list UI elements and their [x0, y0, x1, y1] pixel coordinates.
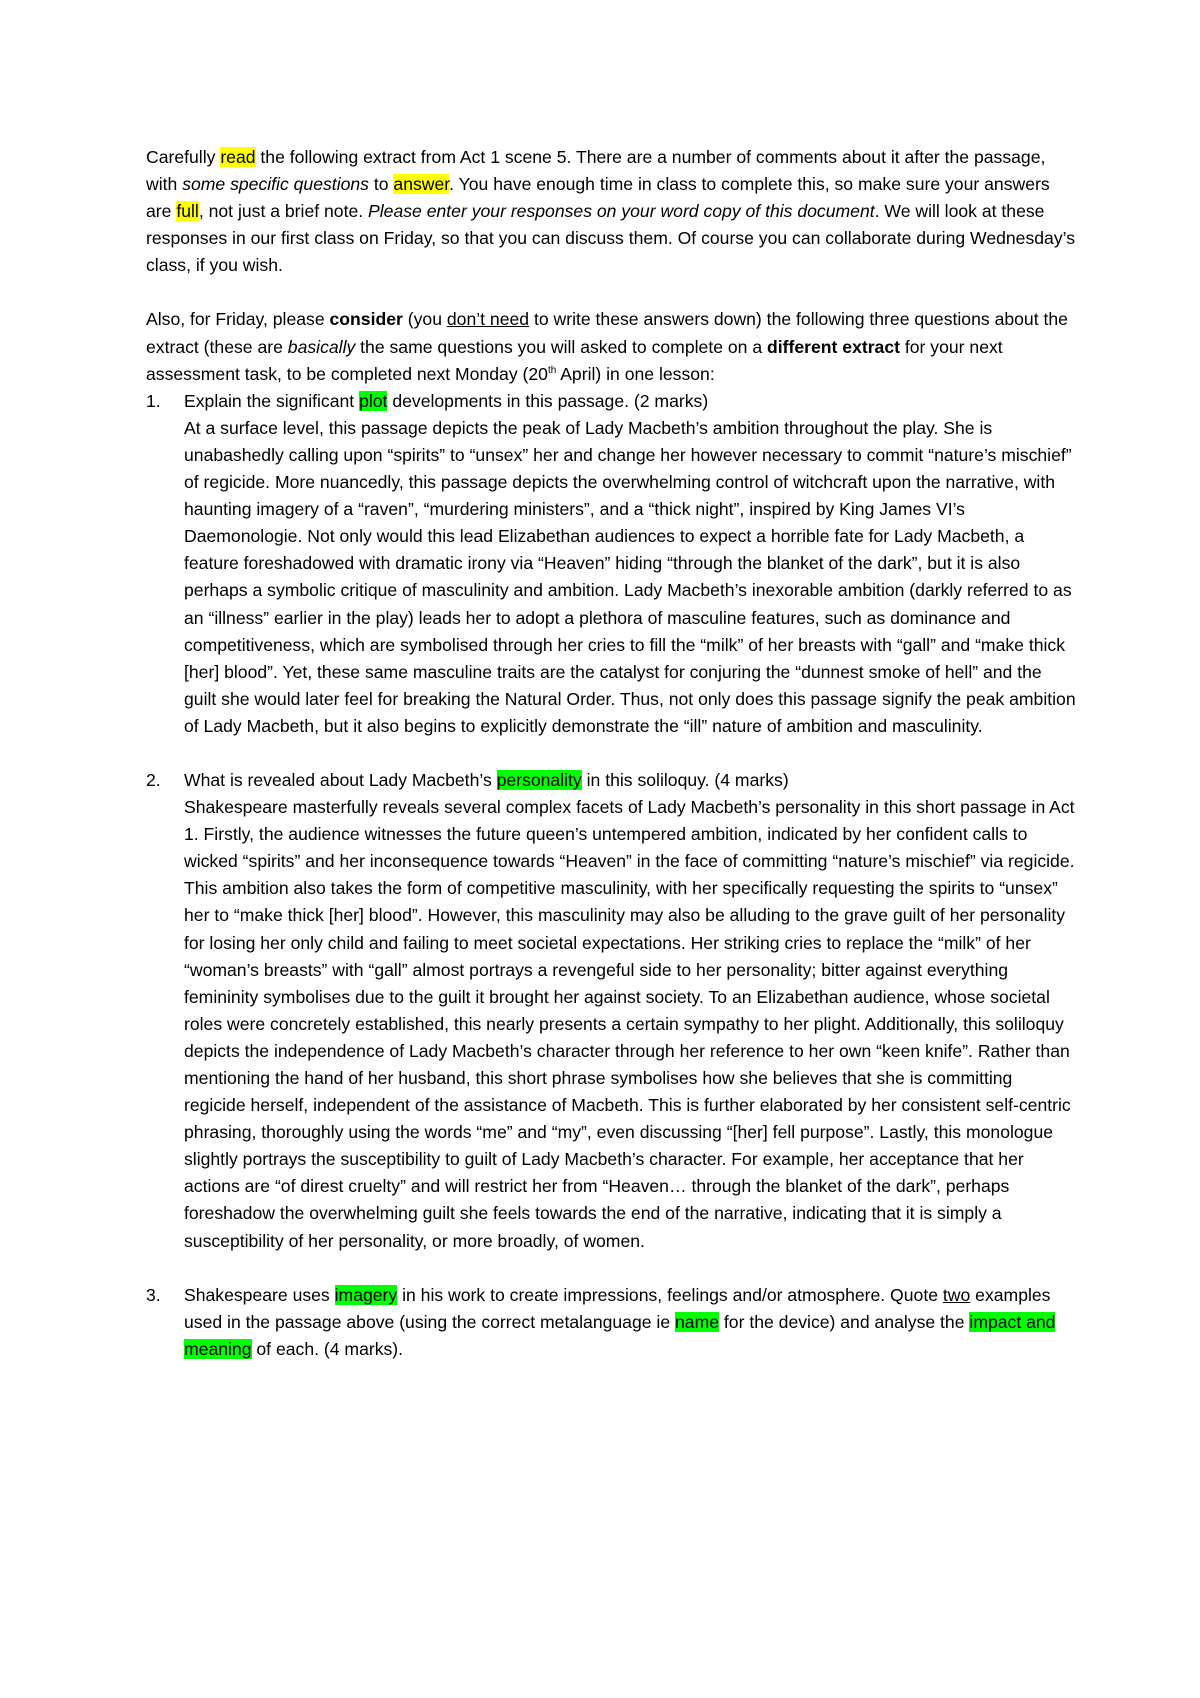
question-1-answer[interactable]: At a surface level, this passage depicts the peak of Lady Macbeth’s ambition throughout the play. She is unabashedly calling upon “spirits” to “unsex” her and change her however necessary to commit “nature’s mischief” of regicide. More nuancedly, this passage depicts the overwhelming control of witchcraft upon the narrative, with haunting imagery of a “raven”, “murdering ministers”, and a “thick night”, inspired by King James VI’s Daemonologie. Not only would this lead Elizabethan audiences to expect a horrible fate for Lady Macbeth, a feature foreshadowed with dramatic irony via “Heaven” hiding “through the blanket of the dark”, but it is also perhaps a symbolic critique of masculinity and ambition. Lady Macbeth’s inexorable ambition (darkly referred to as an “illness” earlier in the play) leads her to adopt a plethora of masculine features, such as dominance and competitiveness, which are symbolised through her cries to fill the “milk” of her breasts with “gall” and “make thick [her] blood”. Yet, these same masculine traits are the catalyst for conjuring the “dunnest smoke of hell” and the guilt she would later feel for breaking the Natural Order. Thus, not only does this passage signify the peak ambition of Lady Macbeth, but it also begins to explicitly demonstrate the “ill” nature of ambition and masculinity.	[184, 417, 1076, 736]
question-1: 1. Explain the significant plot developments in this passage. (2 marks) At a surface level, this passage depicts the peak of Lady Macbeth’s ambition throughout the play. She is unabashedly calling upon “spirits” to “unsex” her and change her however necessary to commit “nature’s mischief” of regicide. More nuancedly, this passage depicts the overwhelming control of witchcraft upon the narrative, with haunting imagery of a “raven”, “murdering ministers”, and a “thick night”, inspired by King James VI’s Daemonologie. Not only would this lead Elizabethan audiences to expect a horrible fate for Lady Macbeth, a feature foreshadowed with dramatic irony via “Heaven” hiding “through the blanket of the dark”, but it is also perhaps a symbolic critique of masculinity and ambition. Lady Macbeth’s inexorable ambition (darkly referred to as an “illness” earlier in the play) leads her to adopt a plethora of masculine features, such as dominance and competitiveness, which are symbolised through her cries to fill the “milk” of her breasts with “gall” and “make thick [her] blood”. Yet, these same masculine traits are the catalyst for conjuring the “dunnest smoke of hell” and the guilt she would later feel for breaking the Natural Order. Thus, not only does this passage signify the peak ambition of Lady Macbeth, but it also begins to explicitly demonstrate the “ill” nature of ambition and masculinity.	[146, 388, 1076, 767]
highlight-personality: personality	[496, 769, 582, 790]
highlight-impact: impact and meaning	[184, 1311, 1056, 1359]
question-2-answer[interactable]: Shakespeare masterfully reveals several complex facets of Lady Macbeth’s personality in this short passage in Act 1. Firstly, the audience witnesses the future queen’s untempered ambition, indicated by her confident calls to wicked “spirits” and her inconsequence towards “Heaven” in the face of committing “nature’s mischief” via regicide. This ambition also takes the form of competitive masculinity, with her specifically requesting the spirits to “unsex” her to “make thick [her] blood”. However, this masculinity may also be alluding to the grave guilt of her personality for losing her only child and failing to meet societal expectations. Her striking cries to replace the “milk” of her “woman’s breasts” with “gall” almost portrays a revengeful side to her personality; bitter against everything femininity symbolises due to the guilt it brought her against society. To an Elizabethan audience, whose societal roles were concretely established, this nearly presents a certain sympathy to her plight. Additionally, this soliloquy depicts the independence of Lady Macbeth’s character through her reference to her own “keen knife”. Rather than mentioning the hand of her husband, this short phrase symbolises how she believes that she is committing regicide herself, independent of the assistance of Macbeth. This is further elaborated by her consistent self-centric phrasing, thoroughly using the words “me” and “my”, even discussing “[her] fell purpose”. Lastly, this monologue slightly portrays the susceptibility to guilt of Lady Macbeth’s character. For example, her acceptance that her actions are “of direst cruelty” and will restrict her from “Heaven… through the blanket of the dark”, perhaps foreshadow the overwhelming guilt she feels towards the end of the narrative, indicating that it is simply a susceptibility of her personality, or more broadly, of women.	[184, 797, 1075, 1251]
document-body	[146, 144, 1076, 1363]
question-3-prompt: Shakespeare uses imagery in his work to create impressions, feelings and/or atmosphere. Quote two examples used in the passage above (using the correct metalanguage ie name for the device) and analyse the impact and meaning of each. (4 marks).	[184, 1284, 1056, 1359]
highlight-name: name	[675, 1311, 720, 1332]
highlight-full: full	[176, 201, 199, 222]
question-1-prompt: Explain the significant plot developments in this passage. (2 marks)	[184, 390, 709, 411]
question-2-prompt: What is revealed about Lady Macbeth’s personality in this soliloquy. (4 marks)	[184, 769, 789, 790]
highlight-imagery: imagery	[334, 1284, 398, 1305]
question-3: 3. Shakespeare uses imagery in his work to create impressions, feelings and/or atmosphere. Quote two examples used in the passage above (using the correct metalanguage ie name for the device) and analyse the impact and meaning of each. (4 marks).	[146, 1282, 1076, 1363]
intro-paragraph-2: Also, for Friday, please consider (you don’t need to write these answers down) the following three questions about the extract (these are basically the same questions you will asked to complete on a different extract for your next assessment task, to be completed next Monday (20th April) in one lesson:	[146, 309, 1068, 384]
highlight-plot: plot	[359, 390, 388, 411]
intro-paragraph-1: Carefully read the following extract from Act 1 scene 5. There are a number of comments about it after the passage, with some specific questions to answer. You have enough time in class to complete this, so make sure your answers are full, not just a brief note. Please enter your responses on your word copy of this document. We will look at these responses in our first class on Friday, so that you can discuss them. Of course you can collaborate during Wednesday’s class, if you wish.	[146, 147, 1076, 276]
question-2: 2. What is revealed about Lady Macbeth’s personality in this soliloquy. (4 marks) Shakespeare masterfully reveals several complex facets of Lady Macbeth’s personality in this short passage in Act 1. Firstly, the audience witnesses the future queen’s untempered ambition, indicated by her confident calls to wicked “spirits” and her inconsequence towards “Heaven” in the face of committing “nature’s mischief” via regicide. This ambition also takes the form of competitive masculinity, with her specifically requesting the spirits to “unsex” her to “make thick [her] blood”. However, this masculinity may also be alluding to the grave guilt of her personality for losing her only child and failing to meet societal expectations. Her striking cries to replace the “milk” of her “woman’s breasts” with “gall” almost portrays a revengeful side to her personality; bitter against everything femininity symbolises due to the guilt it brought her against society. To an Elizabethan audience, whose societal roles were concretely established, this nearly presents a certain sympathy to her plight. Additionally, this soliloquy depicts the independence of Lady Macbeth’s character through her reference to her own “keen knife”. Rather than mentioning the hand of her husband, this short phrase symbolises how she believes that she is committing regicide herself, independent of the assistance of Macbeth. This is further elaborated by her consistent self-centric phrasing, thoroughly using the words “me” and “my”, even discussing “[her] fell purpose”. Lastly, this monologue slightly portrays the susceptibility to guilt of Lady Macbeth’s character. For example, her acceptance that her actions are “of direst cruelty” and will restrict her from “Heaven… through the blanket of the dark”, perhaps foreshadow the overwhelming guilt she feels towards the end of the narrative, indicating that it is simply a susceptibility of her personality, or more broadly, of women.	[146, 767, 1076, 1282]
highlight-answer: answer	[393, 174, 450, 195]
highlight-read: read	[220, 147, 256, 167]
